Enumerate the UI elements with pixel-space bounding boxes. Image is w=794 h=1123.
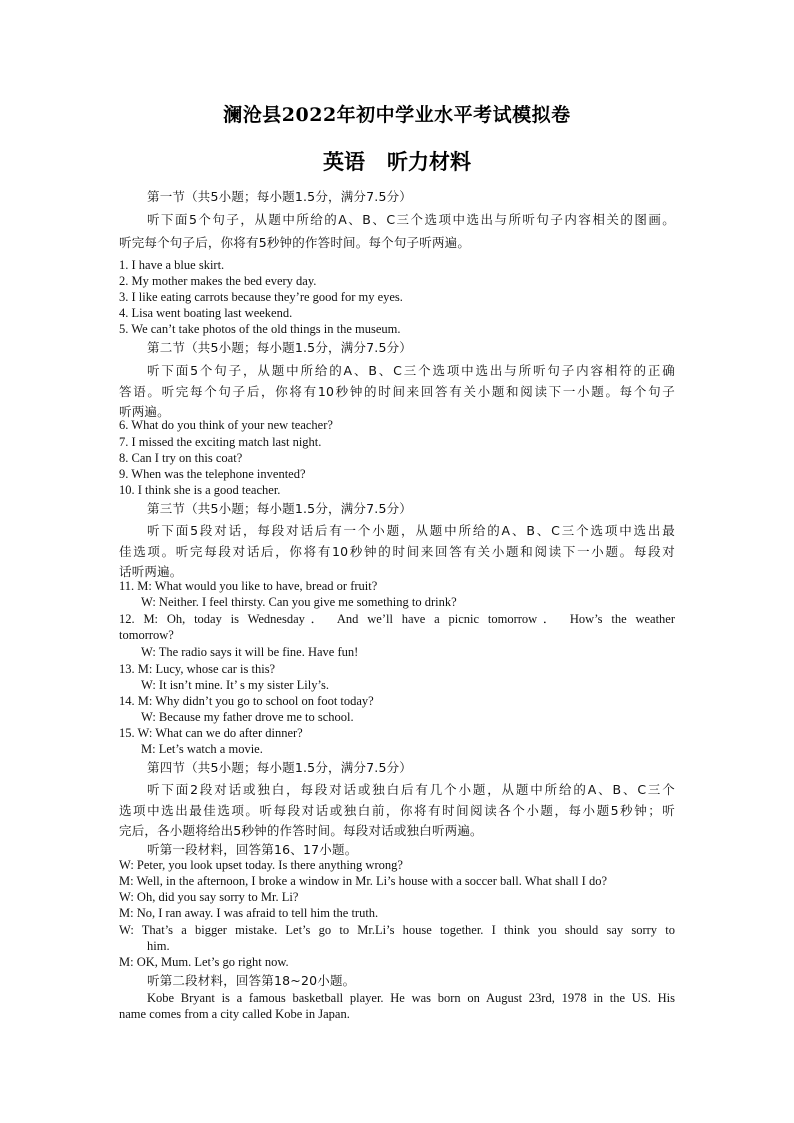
list-item: 8. Can I try on this coat?: [119, 451, 243, 465]
list-item: 10. I think she is a good teacher.: [119, 483, 281, 497]
list-item: 4. Lisa went boating last weekend.: [119, 306, 293, 320]
part1-heading: 听第一段材料，回答第16、17小题。: [147, 842, 358, 857]
dialogue-line: tomorrow?: [119, 628, 174, 642]
dialogue-line: M: Let’s watch a movie.: [141, 742, 263, 756]
dialogue-line: 14. M: Why didn’t you go to school on foot today?: [119, 694, 374, 708]
list-item: 2. My mother makes the bed every day.: [119, 274, 317, 288]
section4-instruction: 选项中选出最佳选项。听每段对话或独白前，你将有时间阅读各个小题，每小题5秒钟；听: [119, 803, 675, 818]
dialogue-line: M: Well, in the afternoon, I broke a window in Mr. Li’s house with a soccer ball. What shall I do?: [119, 874, 608, 888]
dialogue-line: W: The radio says it will be fine. Have fun!: [141, 645, 359, 659]
dialogue-line: 12. M: Oh, today is Wednesday． And we’ll have a picnic tomorrow． How’s the weather: [119, 612, 675, 626]
section3-instruction: 听下面5段对话，每段对话后有一个小题，从题中所给的A、B、C三个选项中选出最: [147, 523, 675, 538]
dialogue-line: him.: [147, 939, 170, 953]
dialogue-line: 11. M: What would you like to have, bread or fruit?: [119, 579, 378, 593]
dialogue-line: W: It isn’t mine. It’ s my sister Lily’s.: [141, 678, 329, 692]
section4-instruction: 完后，各小题将给出5秒钟的作答时间。每段对话或独白听两遍。: [119, 823, 483, 838]
section1-instruction: 听完每个句子后，你将有5秒钟的作答时间。每个句子听两遍。: [119, 235, 471, 250]
list-item: 5. We can’t take photos of the old things in the museum.: [119, 322, 401, 336]
dialogue-line: M: No, I ran away. I was afraid to tell him the truth.: [119, 906, 379, 920]
dialogue-line: 13. M: Lucy, whose car is this?: [119, 662, 276, 676]
exam-title: 澜沧县2022年初中学业水平考试模拟卷: [223, 104, 571, 126]
subject-label: 英语: [323, 149, 365, 174]
section3-instruction: 佳选项。听完每段对话后，你将有10秒钟的时间来回答有关小题和阅读下一小题。每段对: [119, 544, 675, 559]
passage-line: Kobe Bryant is a famous basketball player. He was born on August 23rd, 1978 in the US. His: [147, 991, 675, 1005]
list-item: 1. I have a blue skirt.: [119, 258, 225, 272]
dialogue-line: M: OK, Mum. Let’s go right now.: [119, 955, 289, 969]
section4-instruction: 听下面2段对话或独白，每段对话或独白后有几个小题，从题中所给的A、B、C三个: [147, 782, 675, 797]
section2-instruction: 听两遍。: [119, 404, 170, 419]
section3-instruction: 话听两遍。: [119, 564, 183, 579]
section4-heading: 第四节（共5小题；每小题1.5分，满分7.5分）: [147, 760, 413, 775]
dialogue-line: W: Neither. I feel thirsty. Can you give me something to drink?: [141, 595, 457, 609]
section2-instruction: 听下面5个句子，从题中所给的A、B、C三个选项中选出与所听句子内容相符的正确: [147, 363, 675, 378]
section3-heading: 第三节（共5小题；每小题1.5分，满分7.5分）: [147, 501, 413, 516]
dialogue-line: W: That’s a bigger mistake. Let’s go to Mr.Li’s house together. I think you should say sorry to: [119, 923, 675, 937]
list-item: 6. What do you think of your new teacher?: [119, 418, 333, 432]
dialogue-line: 15. W: What can we do after dinner?: [119, 726, 303, 740]
dialogue-line: W: Oh, did you say sorry to Mr. Li?: [119, 890, 299, 904]
section1-instruction: 听下面5个句子，从题中所给的A、B、C三个选项中选出与所听句子内容相关的图画。: [147, 212, 675, 227]
list-item: 7. I missed the exciting match last night.: [119, 435, 322, 449]
dialogue-line: W: Because my father drove me to school.: [141, 710, 354, 724]
list-item: 3. I like eating carrots because they’re good for my eyes.: [119, 290, 403, 304]
exam-subtitle: [0, 146, 794, 176]
section2-heading: 第二节（共5小题；每小题1.5分，满分7.5分）: [147, 340, 413, 355]
passage-line: name comes from a city called Kobe in Japan.: [119, 1007, 350, 1021]
dialogue-line: W: Peter, you look upset today. Is there anything wrong?: [119, 858, 403, 872]
section1-heading: 第一节（共5小题；每小题1.5分，满分7.5分）: [147, 189, 413, 204]
section2-instruction: 答语。听完每个句子后，你将有10秒钟的时间来回答有关小题和阅读下一小题。每个句子: [119, 384, 675, 399]
part2-heading: 听第二段材料，回答第18~20小题。: [147, 973, 356, 988]
listening-material-label: 听力材料: [387, 149, 471, 174]
list-item: 9. When was the telephone invented?: [119, 467, 306, 481]
